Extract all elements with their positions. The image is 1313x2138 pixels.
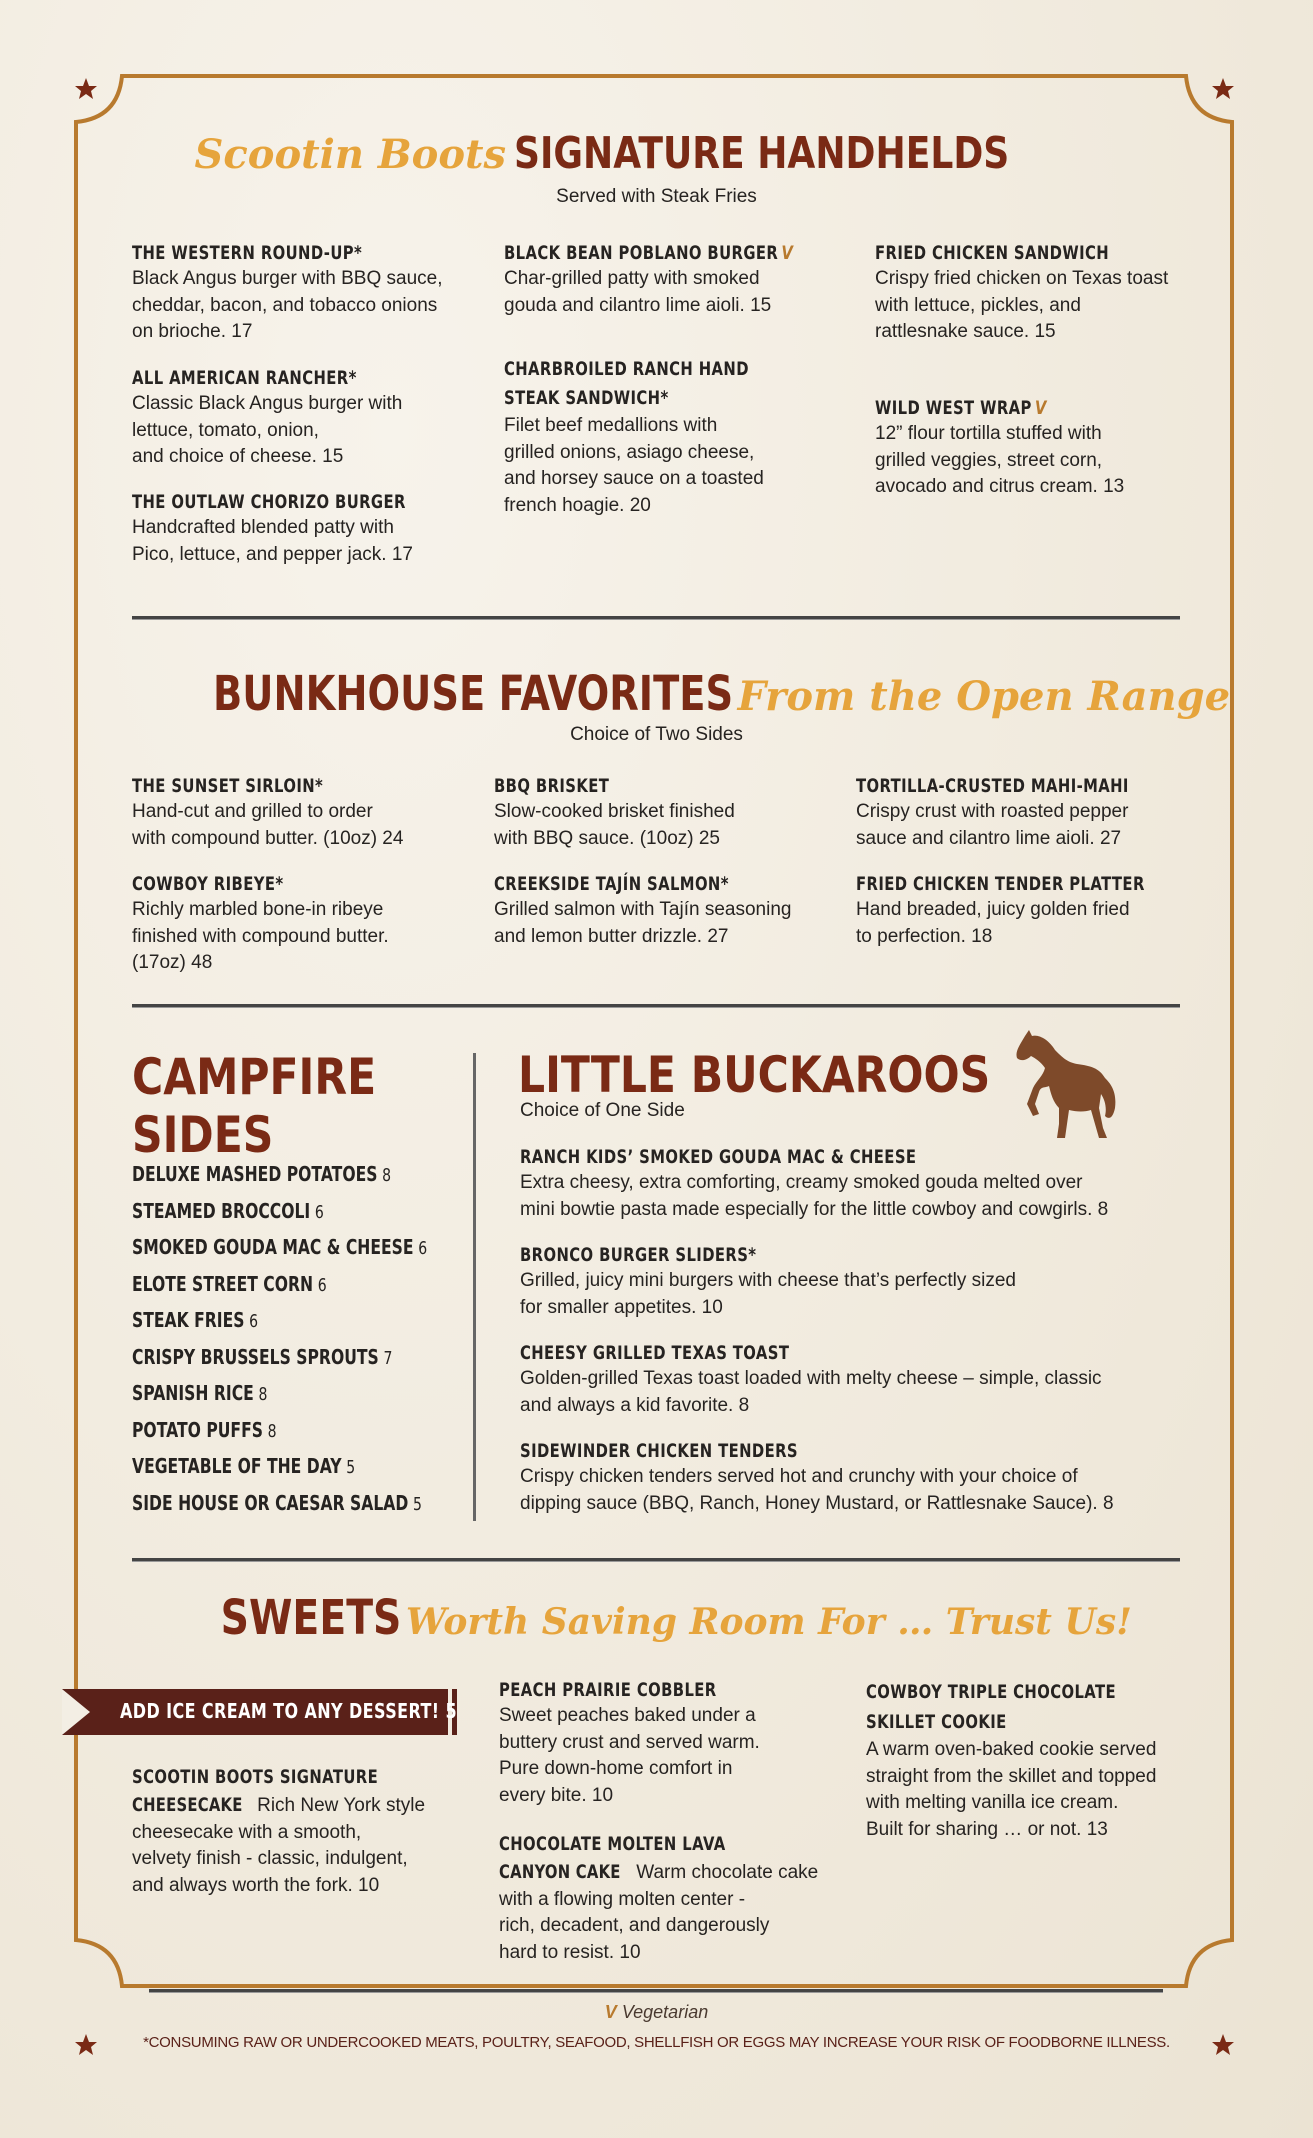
item-name: THE SUNSET SIRLOIN*: [132, 775, 324, 797]
bunkhouse-subtitle: Choice of Two Sides: [570, 724, 743, 745]
menu-item: [520, 1438, 1200, 1517]
menu-item: [132, 489, 472, 568]
side-item: POTATO PUFFS 8: [132, 1417, 277, 1442]
menu-item: [520, 1144, 1200, 1223]
footer-divider: [149, 1989, 1163, 1993]
bunkhouse-header: [0, 666, 1313, 722]
item-name: COWBOY RIBEYE*: [132, 873, 284, 895]
veg-mark: V: [604, 2002, 617, 2022]
item-name: CHARBROILED RANCH HAND: [504, 358, 749, 380]
food-safety-disclaimer: *CONSUMING RAW OR UNDERCOOKED MEATS, POULTRY, SEAFOOD, SHELLFISH OR EGGS MAY INCREASE YOUR RISK OF FOODBORNE ILLNESS.: [143, 2034, 1170, 2051]
handhelds-header: [0, 128, 1313, 179]
banner-notch: [62, 1689, 90, 1735]
menu-item: [866, 1677, 1206, 1843]
kids-subtitle: Choice of One Side: [520, 1100, 685, 1121]
item-desc: Slow-cooked brisket finished with BBQ sauce. (10oz) 25: [494, 801, 735, 849]
menu-item: [132, 871, 472, 977]
item-desc: Handcrafted blended patty with Pico, lettuce, and pepper jack. 17: [132, 517, 413, 565]
item-name: SKILLET COOKIE: [866, 1711, 1007, 1733]
side-item: STEAMED BROCCOLI 6: [132, 1198, 324, 1223]
handhelds-title-script: Scootin Boots: [194, 131, 506, 178]
section-divider: [132, 1558, 1180, 1562]
menu-item: [520, 1340, 1200, 1419]
item-name: THE OUTLAW CHORIZO BURGER: [132, 491, 406, 513]
item-desc: Grilled salmon with Tajín seasoning and lemon butter drizzle. 27: [494, 899, 792, 947]
item-name: TORTILLA-CRUSTED MAHI-MAHI: [856, 775, 1129, 797]
side-item: DELUXE MASHED POTATOES 8: [132, 1162, 392, 1186]
item-name: CREEKSIDE TAJÍN SALMON*: [494, 873, 729, 895]
menu-item: [520, 1242, 1200, 1321]
menu-item: [494, 773, 834, 852]
item-desc: Sweet peaches baked under a buttery crust and served warm. Pure down-home comfort in every bite. 10: [499, 1705, 760, 1806]
item-desc: Grilled, juicy mini burgers with cheese that’s perfectly sized for smaller appetites. 10: [520, 1270, 1016, 1318]
item-name: BBQ BRISKET: [494, 775, 610, 797]
vegetarian-legend: [0, 2002, 1313, 2023]
menu-item: [856, 773, 1196, 852]
item-name: COWBOY TRIPLE CHOCOLATE: [866, 1681, 1117, 1703]
item-desc: 12” flour tortilla stuffed with grilled veggies, street corn, avocado and citrus cream. 13: [875, 423, 1125, 497]
handhelds-subtitle: Served with Steak Fries: [556, 186, 757, 207]
item-desc: A warm oven-baked cookie served straight from the skillet and topped with melting vanilla ice cream. Built for sharing … or not. 13: [866, 1739, 1157, 1840]
item-name: BRONCO BURGER SLIDERS*: [520, 1244, 757, 1266]
item-desc: Char-grilled patty with smoked gouda and cilantro lime aioli. 15: [504, 268, 772, 316]
menu-item: [494, 871, 834, 950]
item-desc: Hand breaded, juicy golden fried to perfection. 18: [856, 899, 1130, 947]
menu-item: [132, 240, 472, 346]
item-name: RANCH KIDS’ SMOKED GOUDA MAC & CHEESE: [520, 1146, 917, 1168]
item-name: CHEESECAKE: [132, 1794, 243, 1816]
vegetarian-badge: V: [1034, 397, 1047, 419]
menu-item: [132, 365, 472, 471]
sides-list: [132, 1157, 510, 1522]
menu-item: [132, 773, 472, 852]
item-name: STEAK SANDWICH*: [504, 387, 669, 409]
side-item: VEGETABLE OF THE DAY 5: [132, 1454, 356, 1478]
item-desc: Crispy chicken tenders served hot and crunchy with your choice of dipping sauce (BBQ, Ranch, Honey Mustard, or Rattlesnake Sauce). 8: [520, 1466, 1114, 1514]
side-item: CRISPY BRUSSELS SPROUTS 7: [132, 1344, 393, 1369]
item-name: BLACK BEAN POBLANO BURGER V: [504, 242, 794, 264]
side-item: SMOKED GOUDA MAC & CHEESE 6: [132, 1235, 428, 1259]
item-desc: Crispy crust with roasted pepper sauce and cilantro lime aioli. 27: [856, 801, 1129, 849]
menu-item: [504, 240, 844, 319]
bunkhouse-title: BUNKHOUSE FAVORITES: [212, 666, 734, 722]
item-name: FRIED CHICKEN TENDER PLATTER: [856, 873, 1145, 895]
item-desc: Classic Black Angus burger with lettuce, tomato, onion, and choice of cheese. 15: [132, 393, 403, 467]
menu-item: [132, 1762, 462, 1899]
section-divider: [132, 616, 1180, 620]
star-icon: [1212, 78, 1234, 99]
side-item: ELOTE STREET CORN 6: [132, 1271, 327, 1296]
item-name: PEACH PRAIRIE COBBLER: [499, 1679, 717, 1701]
sweets-title: SWEETS: [220, 1590, 402, 1646]
item-desc: Black Angus burger with BBQ sauce, cheddar, bacon, and tobacco onions on brioche. 17: [132, 268, 443, 342]
menu-item: [499, 1829, 839, 1966]
horse-icon: [1005, 1028, 1125, 1148]
menu-item: [875, 395, 1215, 501]
item-name: FRIED CHICKEN SANDWICH: [875, 242, 1110, 264]
item-desc: Hand-cut and grilled to order with compound butter. (10oz) 24: [132, 801, 404, 849]
item-desc: Golden-grilled Texas toast loaded with melty cheese – simple, classic and always a kid favorite. 8: [520, 1368, 1102, 1416]
ice-cream-banner-text: ADD ICE CREAM TO ANY DESSERT! 5: [120, 1699, 457, 1723]
side-item: SPANISH RICE 8: [132, 1381, 268, 1405]
menu-item: [504, 355, 844, 519]
item-desc: Extra cheesy, extra comforting, creamy smoked gouda melted over mini bowtie pasta made especially for the little cowboy and cowgirls. 8: [520, 1172, 1109, 1220]
item-desc: CHEESECAKE Rich New York style cheesecake with a smooth, velvety finish - classic, indulgent, and always worth the fork. 10: [132, 1794, 426, 1896]
item-name: ALL AMERICAN RANCHER*: [132, 367, 357, 389]
menu-item: [499, 1677, 839, 1809]
item-desc: CANYON CAKE Warm chocolate cake with a flowing molten center - rich, decadent, and dangerously hard to resist. 10: [499, 1861, 819, 1963]
item-name: SCOOTIN BOOTS SIGNATURE: [132, 1766, 379, 1788]
item-name: WILD WEST WRAP V: [875, 397, 1047, 419]
item-name: CANYON CAKE: [499, 1861, 621, 1883]
column-divider: [473, 1053, 476, 1521]
item-desc: Crispy fried chicken on Texas toast with lettuce, pickles, and rattlesnake sauce. 15: [875, 268, 1169, 342]
sweets-header: [0, 1590, 1313, 1646]
item-name: CHEESY GRILLED TEXAS TOAST: [520, 1342, 790, 1364]
bunkhouse-title-script: From the Open Range: [737, 673, 1231, 720]
vegetarian-badge: V: [781, 242, 794, 264]
side-item: STEAK FRIES 6: [132, 1308, 259, 1332]
menu-item: [875, 240, 1215, 346]
veg-label: Vegetarian: [621, 2002, 709, 2022]
section-divider: [132, 1004, 1180, 1008]
item-desc: Filet beef medallions with grilled onions, asiago cheese, and horsey sauce on a toasted french hoagie. 20: [504, 415, 764, 516]
sides-title: CAMPFIRE SIDES: [132, 1048, 377, 1164]
item-name: SIDEWINDER CHICKEN TENDERS: [520, 1440, 799, 1462]
side-item: SIDE HOUSE OR CAESAR SALAD 5: [132, 1490, 422, 1515]
menu-item: [856, 871, 1196, 950]
sweets-title-script: Worth Saving Room For … Trust Us!: [405, 1601, 1132, 1643]
star-icon: [75, 78, 97, 99]
handhelds-title: SIGNATURE HANDHELDS: [514, 128, 1010, 179]
kids-title: LITTLE BUCKAROOS: [518, 1046, 991, 1104]
item-name: CHOCOLATE MOLTEN LAVA: [499, 1833, 726, 1855]
item-desc: Richly marbled bone-in ribeye finished with compound butter. (17oz) 48: [132, 899, 389, 973]
item-name: THE WESTERN ROUND-UP*: [132, 242, 363, 264]
